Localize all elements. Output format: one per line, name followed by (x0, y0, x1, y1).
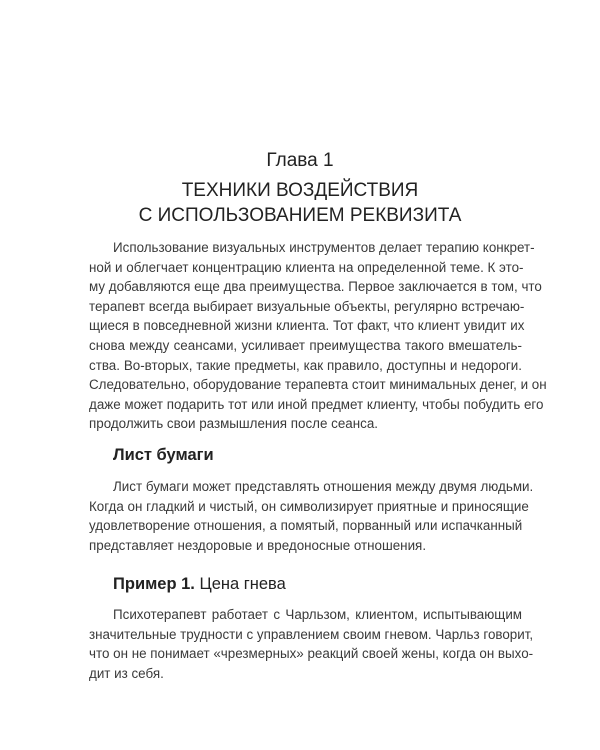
text-line: значительные трудности с управлением своим гневом. Чарльз говорит, (89, 626, 534, 642)
text-line: удовлетворение отношения, а помятый, порванный или испачканный (89, 518, 523, 534)
text-line: что он не понимает «чрезмерных» реакций своей жены, когда он выхо- (89, 646, 534, 662)
text-line: продолжить свои размышления после сеанса. (89, 416, 378, 432)
text-line: му добавляются еще два преимущества. Первое заключается в том, что (89, 279, 542, 295)
text-line: Когда он гладкий и чистый, он символизирует приятные и приносящие (89, 498, 529, 514)
text-line: Следовательно, оборудование терапевта стоит минимальных денег, и он (89, 377, 547, 393)
text-line: снова между сеансами, усиливает преимущества такого вмешатель- (89, 337, 522, 353)
chapter-title (0, 178, 600, 228)
text-line: Использование визуальных инструментов делает терапию конкрет- (113, 240, 535, 255)
text-line: Лист бумаги может представлять отношения между двумя людьми. (113, 479, 534, 494)
text-line: щиеся в повседневной жизни клиента. Тот факт, что клиент увидит их (89, 318, 525, 334)
example-paragraph (89, 605, 534, 683)
text-line: ства. Во-вторых, такие предметы, как правило, доступны и недороги. (89, 357, 522, 373)
text-line: представляет нездоровые и вредоносные отношения. (89, 537, 427, 553)
section-heading: Лист бумаги (113, 446, 214, 464)
intro-paragraph (89, 238, 547, 434)
text-line: даже может подарить тот или иной предмет клиенту, чтобы побудить его (89, 396, 544, 412)
example-subtitle: Цена гнева (199, 575, 286, 593)
example-label: Пример 1. (113, 575, 195, 593)
text-line: ной и облегчает концентрацию клиента на определенной теме. К это- (89, 259, 524, 275)
example-heading (113, 574, 286, 594)
text-line: терапевт всегда выбирает визуальные объекты, регулярно встречаю- (89, 298, 525, 314)
chapter-title-line: С ИСПОЛЬЗОВАНИЕМ РЕКВИЗИТА (138, 205, 462, 226)
chapter-number: Глава 1 (266, 150, 334, 171)
text-line: дит из себя. (89, 665, 164, 681)
chapter-title-line: ТЕХНИКИ ВОЗДЕЙСТВИЯ (181, 180, 419, 201)
section-paragraph (89, 477, 534, 555)
text-line: Психотерапевт работает с Чарльзом, клиентом, испытывающим (113, 607, 522, 622)
